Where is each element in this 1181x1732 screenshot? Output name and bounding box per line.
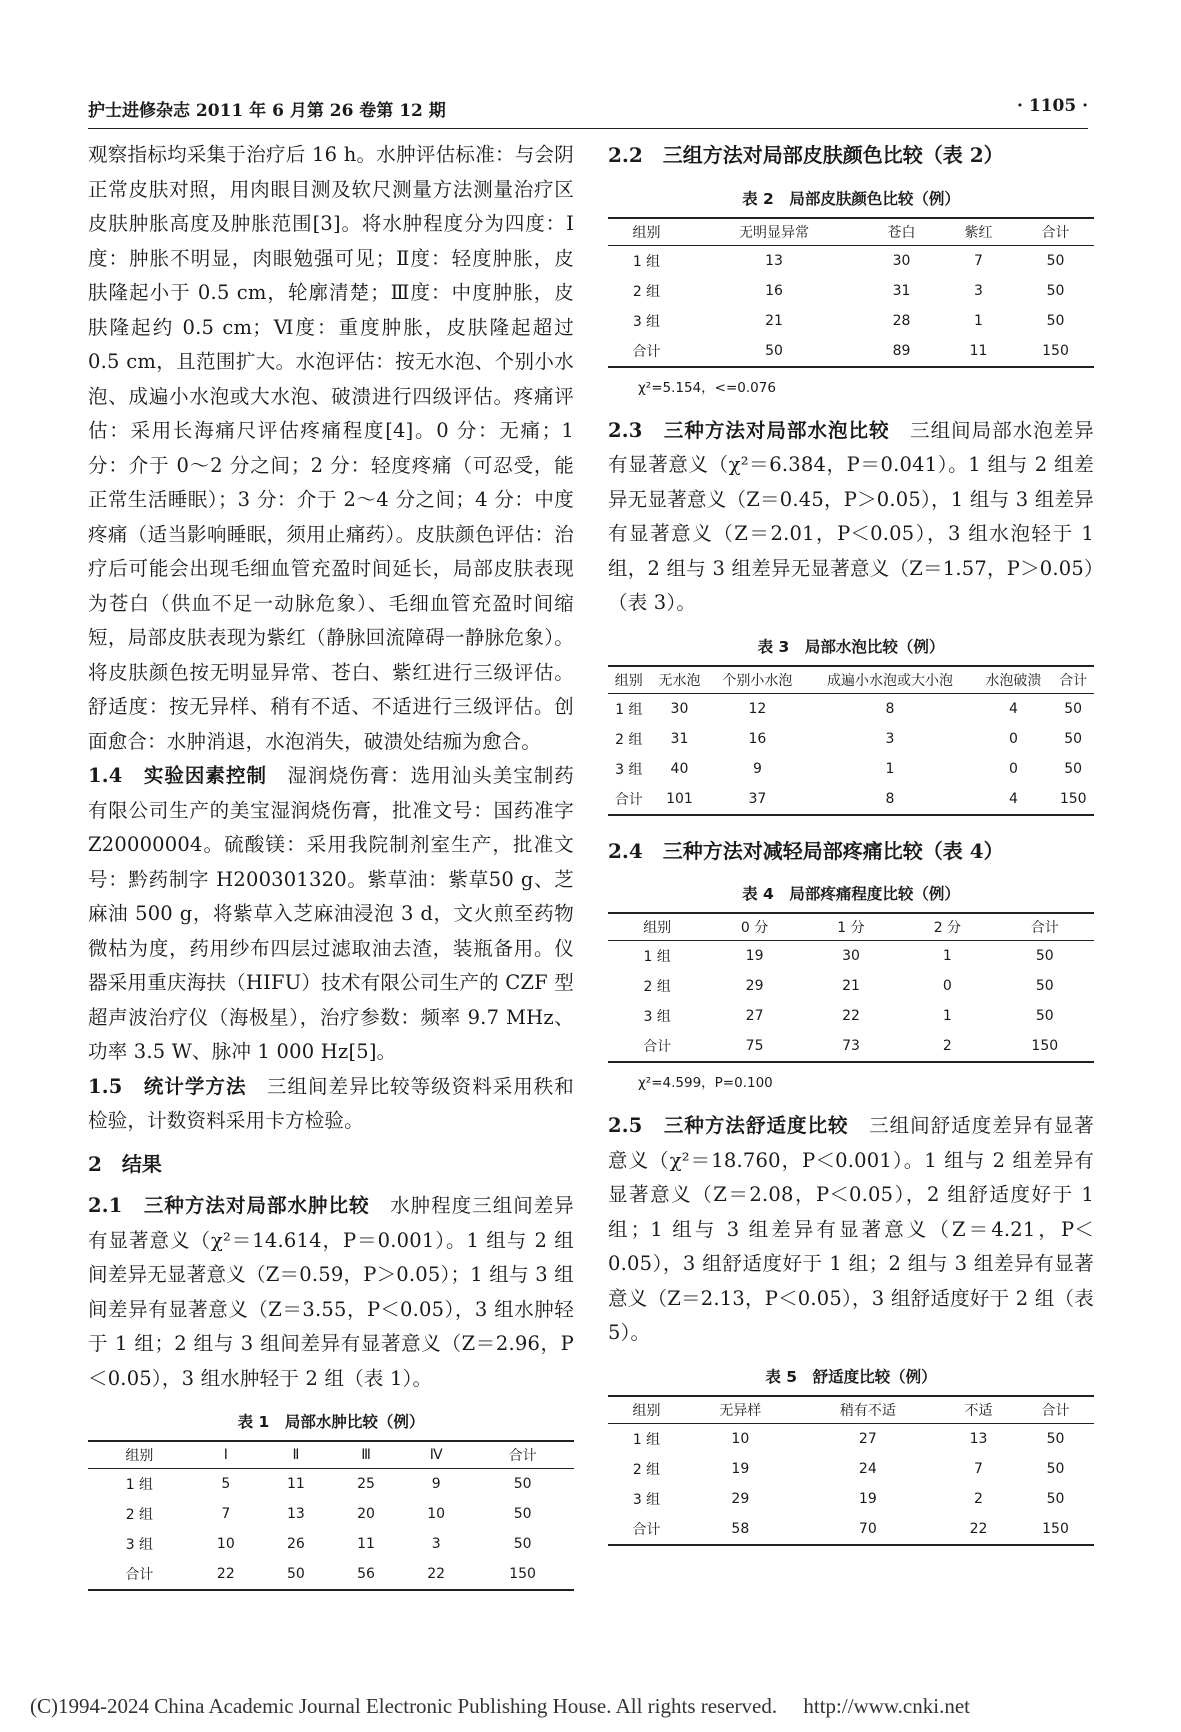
table-cell: 10 (427, 1506, 446, 1522)
column-header: 合计 (996, 913, 1094, 941)
table-cell: 0 (1008, 730, 1018, 747)
table-cell: 19 (731, 1460, 750, 1477)
table-cell: 75 (745, 1038, 764, 1054)
section-2-1 (88, 1189, 574, 1396)
table-2-caption: 表 2 局部皮肤颜色比较（例） (742, 189, 960, 208)
table-row (88, 1529, 574, 1559)
table-3 (608, 665, 1094, 816)
table-cell: 8 (885, 790, 895, 807)
table-cell: 3 组 (643, 1009, 671, 1025)
table-cell: 0 (942, 978, 952, 994)
section-2-heading: 2 结果 (88, 1151, 162, 1176)
column-header: Ⅱ (261, 1441, 331, 1469)
table-cell: 29 (745, 978, 764, 994)
table-row (608, 276, 1094, 306)
table-cell: 11 (287, 1476, 305, 1492)
column-header: Ⅲ (331, 1441, 401, 1469)
column-header: 不适 (940, 1396, 1017, 1424)
table-4-note: χ²=4.599，P=0.100 (638, 1075, 773, 1091)
section-2-2-heading: 2.2 三组方法对局部皮肤颜色比较（表 2） (608, 143, 1004, 167)
table-cell: 31 (670, 730, 689, 747)
table-3-caption: 表 3 局部水泡比较（例） (757, 637, 945, 656)
copyright-footer: (C)1994-2024 China Academic Journal Electronic Publishing House. All rights reserved. http://www.cnki.net (30, 1694, 970, 1718)
table-row (608, 1423, 1094, 1454)
column-header: 组别 (608, 666, 650, 694)
table-cell: 50 (1064, 760, 1083, 777)
column-header: 无异样 (685, 1396, 796, 1424)
table-cell: 3 (974, 282, 983, 299)
table-cell: 1 组 (632, 253, 661, 270)
column-header: Ⅳ (401, 1441, 471, 1469)
table-row (88, 1499, 574, 1529)
table-row (608, 971, 1094, 1001)
table-cell: 50 (1064, 700, 1083, 717)
table-cell: 22 (427, 1566, 446, 1582)
table-cell: 21 (765, 312, 783, 329)
table-cell: 1 组 (615, 701, 643, 718)
table-cell: 3 (885, 730, 895, 747)
table-cell: 1 组 (125, 1477, 154, 1493)
section-2-4-heading: 2.4 三种方法对减轻局部疼痛比较（表 4） (608, 838, 1004, 863)
column-header: 0 分 (706, 913, 802, 941)
table-1-caption: 表 1 局部水肿比较（例） (237, 1413, 425, 1431)
table-row (608, 693, 1094, 724)
section-2-5-heading: 2.5 三种方法舒适度比较 (608, 1114, 849, 1137)
table-cell: 12 (748, 700, 767, 717)
column-header: 合计 (471, 1441, 574, 1469)
table-cell: 0 (1008, 760, 1018, 777)
table-cell: 58 (731, 1520, 750, 1537)
table-cell: 2 (974, 1490, 983, 1507)
table-cell: 101 (666, 790, 693, 807)
table-cell: 11 (357, 1536, 375, 1552)
table-cell: 1 组 (643, 949, 671, 965)
table-row (608, 784, 1094, 815)
table-cell: 13 (969, 1430, 988, 1447)
table-cell: 150 (1031, 1038, 1059, 1054)
table-4-caption: 表 4 局部疼痛程度比较（例） (742, 885, 960, 903)
table-cell: 30 (670, 700, 689, 717)
table-cell: 50 (1046, 252, 1065, 269)
column-header: 1 分 (803, 913, 899, 941)
running-header (88, 92, 1088, 129)
table-cell: 50 (765, 342, 783, 359)
table-cell: 9 (431, 1476, 441, 1492)
table-cell: 50 (1046, 1430, 1065, 1447)
column-header: Ⅰ (191, 1441, 261, 1469)
table-header-row (608, 666, 1094, 694)
column-header: 无水泡 (650, 666, 710, 694)
table-cell: 150 (1059, 790, 1087, 807)
table-cell: 50 (513, 1476, 532, 1492)
table-cell: 11 (969, 342, 988, 359)
table-cell: 40 (670, 760, 689, 777)
table-cell: 50 (513, 1506, 532, 1522)
table-row (608, 1454, 1094, 1484)
table-cell: 3 组 (125, 1537, 154, 1553)
column-header: 个别小水泡 (709, 666, 805, 694)
table-cell: 1 组 (632, 1431, 661, 1448)
right-column (608, 138, 1094, 1546)
table-cell: 26 (287, 1536, 305, 1552)
table-row (608, 245, 1094, 276)
table-header-row (608, 218, 1094, 246)
table-cell: 24 (858, 1460, 877, 1477)
table-cell: 50 (1046, 282, 1065, 299)
section-2-1-text: 水肿程度三组间差异有显著意义（χ²＝14.614，P＝0.001）。1 组与 2 组间差异无显著意义（Z＝0.59，P＞0.05）；1 组与 3 组间差异有显著意义（Z＝3.55，P＜0.05），3 组水肿轻于 1 组；2 组与 3 组间差异有显著意义（Z＝2.96，P＜0.05），3 组水肿轻于 2 组（表 1）。 (88, 1194, 574, 1390)
table-cell: 16 (748, 730, 767, 747)
table-cell: 27 (745, 1008, 764, 1024)
section-1-4-text: 湿润烧伤膏：选用汕头美宝制药有限公司生产的美宝湿润烧伤膏，批准文号：国药准字 Z20000004。硫酸镁：采用我院制剂室生产，批准文号：黔药制字 H200301320。紫草油：紫草50 g、芝麻油 500 g，将紫草入芝麻油浸泡 3 d，文火煎至药物微枯为度，药用纱布四层过滤取油去渣，装瓶备用。仪器采用重庆海扶（HIFU）技术有限公司生产的 CZF 型超声波治疗仪（海极星），治疗参数：频率 9.7 MHz、功率 3.5 W、脉冲 1 000 Hz[5]。 (88, 764, 574, 1063)
table-cell: 150 (1042, 342, 1069, 359)
table-cell: 30 (892, 252, 911, 269)
table-cell: 合计 (632, 1521, 661, 1538)
table-cell: 22 (969, 1520, 988, 1537)
section-2-1-heading: 2.1 三种方法对局部水肿比较 (88, 1194, 370, 1217)
table-cell: 8 (885, 700, 895, 717)
section-1-4 (88, 759, 574, 1070)
table-cell: 50 (513, 1536, 532, 1552)
table-cell: 29 (731, 1490, 750, 1507)
table-cell: 13 (287, 1506, 305, 1522)
table-cell: 50 (1035, 1008, 1054, 1024)
table-cell: 2 组 (632, 283, 661, 300)
table-cell: 9 (752, 760, 762, 777)
table-cell: 16 (765, 282, 783, 299)
table-cell: 31 (892, 282, 911, 299)
table-1 (88, 1440, 574, 1591)
table-cell: 50 (1035, 978, 1054, 994)
table-cell: 19 (858, 1490, 877, 1507)
table-cell: 150 (1042, 1520, 1069, 1537)
column-header: 组别 (88, 1441, 191, 1469)
table-cell: 1 (885, 760, 895, 777)
page-number: · 1105 · (1017, 96, 1088, 116)
section-2-3 (608, 414, 1094, 621)
column-header: 成遍小水泡或大小泡 (806, 666, 975, 694)
table-cell: 1 (942, 948, 952, 964)
table-row (608, 336, 1094, 367)
table-cell: 1 (974, 312, 983, 329)
column-header: 组别 (608, 1396, 685, 1424)
table-cell: 10 (216, 1536, 235, 1552)
column-header: 合计 (1017, 1396, 1094, 1424)
table-cell: 合计 (125, 1567, 154, 1583)
column-header: 水泡破溃 (974, 666, 1052, 694)
table-5-caption: 表 5 舒适度比较（例） (765, 1367, 937, 1386)
table-cell: 50 (1046, 312, 1065, 329)
table-cell: 70 (858, 1520, 877, 1537)
column-header: 组别 (608, 218, 685, 246)
table-cell: 3 (431, 1536, 441, 1552)
table-cell: 10 (731, 1430, 750, 1447)
table-header-row (88, 1441, 574, 1469)
column-header: 苍白 (863, 218, 940, 246)
table-cell: 21 (842, 978, 860, 994)
section-2-3-text: 三组间局部水泡差异有显著意义（χ²＝6.384，P＝0.041）。1 组与 2 组差异无显著意义（Z＝0.45，P＞0.05），1 组与 3 组差异有显著意义（Z＝2.01，P＜0.05），3 组水泡轻于 1 组，2 组与 3 组差异无显著意义（Z＝1.57，P＞0.05）（表 3）。 (608, 418, 1094, 614)
table-cell: 13 (765, 252, 783, 269)
table-cell: 2 组 (615, 731, 643, 748)
table-cell: 2 组 (632, 1461, 661, 1478)
journal-title: 护士进修杂志 2011 年 6 月第 26 卷第 12 期 (88, 101, 446, 121)
table-cell: 25 (357, 1476, 375, 1492)
table-row (608, 1514, 1094, 1545)
table-header-row (608, 913, 1094, 941)
column-header: 合计 (1017, 218, 1094, 246)
table-cell: 73 (842, 1038, 860, 1054)
column-header: 组别 (608, 913, 706, 941)
section-1-5 (88, 1070, 574, 1139)
table-row (608, 1484, 1094, 1514)
table-row (608, 754, 1094, 784)
section-2-3-heading: 2.3 三种方法对局部水泡比较 (608, 418, 890, 442)
table-5 (608, 1395, 1094, 1546)
table-cell: 7 (221, 1506, 231, 1522)
table-header-row (608, 1396, 1094, 1424)
table-cell: 22 (842, 1008, 860, 1024)
table-cell: 28 (892, 312, 911, 329)
table-row (608, 941, 1094, 972)
table-cell: 22 (216, 1566, 235, 1582)
section-2-5-text: 三组间舒适度差异有显著意义（χ²＝18.760，P＜0.001）。1 组与 2 组差异有显著意义（Z＝2.08，P＜0.05），2 组舒适度好于 1 组；1 组与 3 组差异有显著意义（Z＝4.21，P＜0.05），3 组舒适度好于 1 组；2 组与 3 组差异有显著意义（Z＝2.13，P＜0.05），3 组舒适度好于 2 组（表 5）。 (608, 1114, 1095, 1344)
column-header: 稍有不适 (796, 1396, 940, 1424)
table-cell: 150 (509, 1566, 536, 1582)
table-cell: 合计 (614, 791, 643, 808)
table-row (88, 1559, 574, 1590)
table-cell: 4 (1008, 700, 1018, 717)
paragraph-assessment: 观察指标均采集于治疗后 16 h。水肿评估标准：与会阴正常皮肤对照，用肉眼目测及软尺测量方法测量治疗区皮肤肿胀高度及肿胀范围[3]。将水肿程度分为四度：Ⅰ度：肿胀不明显，肉眼勉强可见；Ⅱ度：轻度肿胀，皮肤隆起小于 0.5 cm，轮廓清楚；Ⅲ度：中度肿胀，皮肤隆起约 0.5 cm；Ⅵ度：重度肿胀，皮肤隆起超过 0.5 cm，且范围扩大。水泡评估：按无水泡、个别小水泡、成遍小水泡或大水泡、破溃进行四级评估。疼痛评估：采用长海痛尺评估疼痛程度[4]。0 分：无痛；1 分：介于 0～2 分之间；2 分：轻度疼痛（可忍受，能正常生活睡眠）；3 分：介于 2～4 分之间；4 分：中度疼痛（适当影响睡眠，须用止痛药）。皮肤颜色评估：治疗后可能会出现毛细血管充盈时间延长，局部皮肤表现为苍白（供血不足一动脉危象）、毛细血管充盈时间缩短，局部皮肤表现为紫红（静脉回流障碍一静脉危象）。将皮肤颜色按无明显异常、苍白、紫红进行三级评估。舒适度：按无异样、稍有不适、不适进行三级评估。创面愈合：水肿消退，水泡消失，破溃处结痂为愈合。 (88, 143, 574, 753)
table-cell: 7 (974, 1460, 983, 1477)
column-header: 紫红 (940, 218, 1017, 246)
table-cell: 7 (974, 252, 983, 269)
table-row (608, 724, 1094, 754)
table-row (608, 306, 1094, 336)
table-2-note: χ²=5.154，<=0.076 (638, 379, 776, 396)
table-cell: 2 (942, 1038, 952, 1054)
table-row (88, 1469, 574, 1500)
section-1-5-text: 三组间差异比较等级资料采用秩和检验，计数资料采用卡方检验。 (88, 1074, 574, 1132)
table-cell: 50 (1035, 948, 1054, 964)
table-cell: 5 (221, 1476, 231, 1492)
table-cell: 19 (745, 948, 764, 964)
table-cell: 2 组 (643, 979, 671, 995)
table-cell: 3 组 (615, 761, 643, 778)
section-1-4-heading: 1.4 实验因素控制 (88, 764, 267, 787)
table-cell: 2 组 (125, 1507, 154, 1523)
column-header: 合计 (1052, 666, 1094, 694)
table-cell: 50 (287, 1566, 305, 1582)
table-cell: 89 (892, 342, 911, 359)
column-header: 2 分 (899, 913, 995, 941)
table-cell: 3 组 (632, 1491, 661, 1508)
section-1-5-heading: 1.5 统计学方法 (88, 1074, 247, 1098)
table-row (608, 1001, 1094, 1031)
table-cell: 1 (942, 1008, 952, 1024)
table-cell: 20 (357, 1506, 375, 1522)
table-cell: 合计 (643, 1039, 672, 1055)
column-header: 无明显异常 (685, 218, 863, 246)
table-cell: 50 (1064, 730, 1083, 747)
table-cell: 合计 (632, 343, 661, 360)
table-cell: 50 (1046, 1490, 1065, 1507)
table-row (608, 1031, 1094, 1062)
table-cell: 56 (357, 1566, 375, 1582)
section-2-5 (608, 1109, 1094, 1351)
table-cell: 3 组 (632, 313, 661, 330)
table-cell: 37 (748, 790, 767, 807)
table-cell: 30 (842, 948, 860, 964)
table-2 (608, 217, 1094, 368)
table-cell: 4 (1008, 790, 1018, 807)
table-4 (608, 912, 1094, 1063)
table-cell: 50 (1046, 1460, 1065, 1477)
table-cell: 27 (858, 1430, 877, 1447)
left-column (88, 138, 574, 1591)
